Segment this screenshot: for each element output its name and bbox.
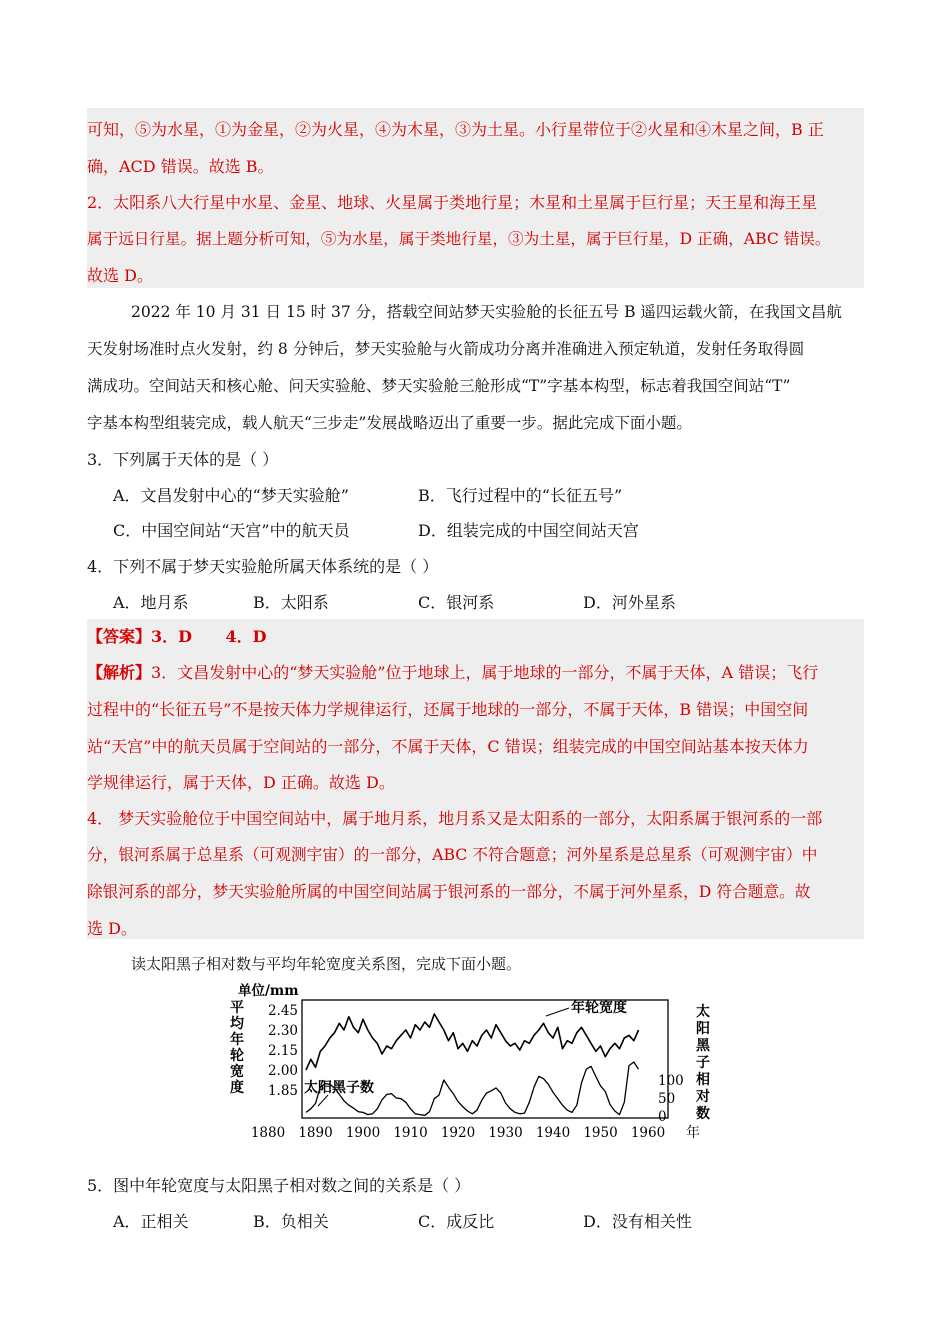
unit-label: 单位/mm: [238, 983, 299, 999]
analysis-line: 站“天宫”中的航天员属于空间站的一部分，不属于天体，C 错误；组装完成的中国空间站基本按天体力: [87, 737, 809, 756]
x-tick-label: 1950: [583, 1125, 618, 1141]
q4-option-a[interactable]: A．地月系: [113, 593, 189, 612]
q4-option-b[interactable]: B．太阳系: [253, 593, 329, 612]
passage-line: 2022 年 10 月 31 日 15 时 37 分，搭载空间站梦天实验舱的长征五号 B 遥四运载火箭，在我国文昌航: [131, 303, 842, 321]
passage-line: 天发射场准时点火发射，约 8 分钟后，梦天实验舱与火箭成功分离并准确进入预定轨道，发射任务取得圆: [87, 340, 805, 358]
analysis-text: 3．文昌发射中心的“梦天实验舱”位于地球上，属于地球的一部分，不属于天体，A 错误；飞行: [151, 663, 819, 682]
right-tick-label: 0: [658, 1109, 667, 1125]
x-tick-label: 1880: [250, 1125, 286, 1141]
right-axis-label-char: 黑: [696, 1038, 710, 1054]
series-label-pointer: [318, 1095, 328, 1106]
tree-ring-width-line: [306, 1014, 639, 1070]
series-label-pointer: [546, 1008, 569, 1016]
plot-frame: [302, 1000, 668, 1118]
analysis-line: 除银河系的部分，梦天实验舱所属的中国空间站属于银河系的一部分，不属于河外星系，D 符合题意。故: [87, 882, 811, 901]
right-tick-label: 50: [658, 1091, 676, 1107]
q5-option-a[interactable]: A．正相关: [113, 1212, 189, 1231]
analysis-line: 4． 梦天实验舱位于中国空间站中，属于地月系，地月系又是太阳系的一部分，太阳系属于银河系的一部: [87, 809, 823, 828]
series-label-tree-ring: 年轮宽度: [571, 1000, 627, 1016]
right-axis-label-char: 数: [696, 1106, 710, 1122]
q3-option-d[interactable]: D．组装完成的中国空间站天宫: [418, 521, 639, 540]
analysis-line: 分，银河系属于总星系（可观测宇宙）的一部分，ABC 不符合题意；河外星系是总星系（可观测宇宙）中: [87, 845, 818, 864]
q3-option-a[interactable]: A．文昌发射中心的“梦天实验舱”: [113, 486, 349, 505]
q3-option-b[interactable]: B．飞行过程中的“长征五号”: [418, 486, 623, 505]
explanation-line: 属于远日行星。据上题分析可知，⑤为水星，属于类地行星，③为土星，属于巨行星，D 正确，ABC 错误。: [87, 230, 831, 248]
right-tick-label: 100: [658, 1073, 684, 1089]
analysis-line: 过程中的“长征五号”不是按天体力学规律运行，还属于地球的一部分，不属于天体，B 错误；中国空间: [87, 700, 809, 719]
q5-option-b[interactable]: B．负相关: [253, 1212, 329, 1231]
question-4-stem: 4．下列不属于梦天实验舱所属天体系统的是（ ）: [87, 557, 439, 576]
analysis-label: 【解析】: [87, 663, 152, 682]
q4-option-d[interactable]: D．河外星系: [583, 593, 676, 612]
left-axis-label-char: 均: [230, 1016, 244, 1032]
q4-option-c[interactable]: C．银河系: [418, 593, 495, 612]
answer-label: 【答案】: [87, 627, 152, 646]
explanation-line: 2．太阳系八大行星中水星、金星、地球、火星属于类地行星；木星和土星属于巨行星；天王星和海王星: [87, 193, 818, 212]
explanation-line: 可知，⑤为水星，①为金星，②为火星，④为木星，③为土星。小行星带位于②火星和④木星之间，B 正: [87, 120, 824, 139]
x-tick-label: 1930: [488, 1125, 523, 1141]
right-axis-label-char: 太: [696, 1004, 710, 1020]
analysis-first-line: [87, 660, 818, 683]
x-axis-suffix: 年: [686, 1125, 700, 1141]
question-5-stem: 5．图中年轮宽度与太阳黑子相对数之间的关系是（ ）: [87, 1176, 471, 1195]
sunspot-tree-ring-chart: [228, 982, 718, 1144]
right-axis-label-char: 对: [696, 1089, 710, 1105]
left-axis-label-char: 年: [230, 1032, 244, 1048]
right-axis-label-char: 阳: [696, 1021, 710, 1037]
x-tick-label: 1960: [630, 1125, 666, 1141]
right-axis-label-char: 子: [696, 1055, 710, 1071]
x-tick-label: 1890: [298, 1125, 333, 1141]
q5-option-d[interactable]: D．没有相关性: [583, 1212, 692, 1231]
series-label-sunspot: 太阳黑子数: [304, 1080, 374, 1096]
explanation-line: 故选 D。: [87, 266, 153, 285]
left-tick-label: 2.15: [267, 1043, 298, 1059]
x-tick-label: 1900: [345, 1125, 381, 1141]
explanation-line: 确，ACD 错误。故选 B。: [87, 157, 274, 176]
chart-intro: 读太阳黑子相对数与平均年轮宽度关系图，完成下面小题。: [131, 955, 522, 973]
x-tick-label: 1910: [393, 1125, 428, 1141]
left-axis-label-char: 度: [230, 1080, 244, 1096]
x-tick-label: 1920: [440, 1125, 476, 1141]
answer-text: 3．D 4．D: [151, 627, 267, 646]
analysis-line: 学规律运行，属于天体，D 正确。故选 D。: [87, 773, 395, 792]
answer-line: [87, 624, 266, 647]
left-tick-label: 1.85: [267, 1083, 298, 1099]
analysis-line: 选 D。: [87, 919, 137, 938]
left-tick-label: 2.00: [267, 1063, 298, 1079]
q5-option-c[interactable]: C．成反比: [418, 1212, 495, 1231]
left-tick-label: 2.30: [267, 1023, 298, 1039]
left-axis-label-char: 平: [230, 1000, 244, 1016]
left-tick-label: 2.45: [267, 1003, 298, 1019]
passage-line: 满成功。空间站天和核心舱、问天实验舱、梦天实验舱三舱形成“T”字基本构型，标志着我国空间站“T”: [87, 377, 791, 395]
question-3-stem: 3．下列属于天体的是（ ）: [87, 450, 279, 469]
left-axis-label-char: 宽: [230, 1064, 244, 1080]
left-axis-label-char: 轮: [230, 1048, 244, 1064]
passage-line: 字基本构型组装完成，载人航天“三步走”发展战略迈出了重要一步。据此完成下面小题。: [87, 414, 692, 432]
q3-option-c[interactable]: C．中国空间站“天宫”中的航天员: [113, 521, 350, 540]
x-tick-label: 1940: [535, 1125, 571, 1141]
right-axis-label-char: 相: [696, 1072, 710, 1088]
